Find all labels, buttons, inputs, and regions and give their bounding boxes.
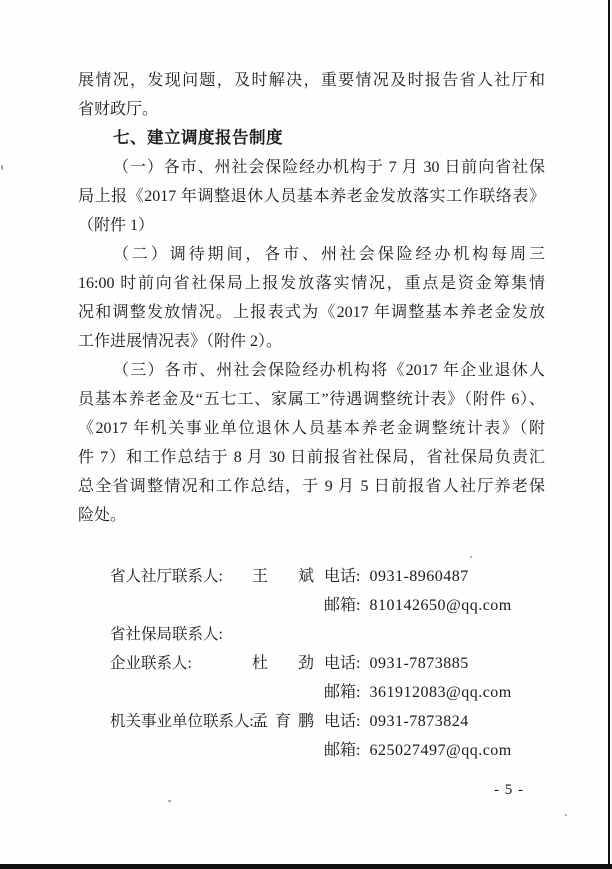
contact-name [252,620,314,649]
contact-field [314,678,550,707]
scan-speck [565,814,567,816]
body-line: 省财政厅。 [78,101,159,118]
contact-row [110,707,550,736]
body-line: 件 7）和工作总结于 8 月 30 日前报省社保局，省社保局负责汇 [78,449,545,466]
contact-name [252,678,314,707]
contact-name [252,591,314,620]
contact-field [314,736,550,765]
body-line: 况和调整发放情况。上报表式为《2017 年调整基本养老金发放 [78,304,545,321]
contact-block [110,562,550,765]
body-line: 险处。 [78,507,127,524]
body-line: 《2017 年机关事业单位退休人员基本养老金调整统计表》（附 [78,420,545,437]
scan-speck [168,800,171,802]
contact-row [110,591,550,620]
section-heading: 七、建立调度报告制度 [113,129,283,147]
contact-name: 孟育鹏 [252,713,314,730]
contact-label: 机关事业单位联系人: [110,713,254,730]
contact-row [110,562,550,591]
contact-value: 0931-8960487 [369,568,469,585]
contact-value: 0931-7873885 [369,655,469,672]
contact-value: 810142650@qq.com [369,597,512,614]
body-line: （二）调待期间，各市、州社会保险经办机构每周三 [113,246,545,263]
contact-label: 企业联系人: [110,655,192,672]
contact-field-label: 邮箱: [324,597,361,614]
contact-field-label: 电话: [324,713,361,730]
scan-speck [1,165,3,170]
contact-field [314,707,550,736]
body-line: （一）各市、州社会保险经办机构于 7 月 30 日前向省社保 [113,159,545,176]
contact-name [252,736,314,765]
scan-speck [470,556,472,558]
contact-field-label: 电话: [324,655,361,672]
body-line: （三）各市、州社会保险经办机构将《2017 年企业退休人 [113,362,545,379]
body-line: （附件 1） [78,217,155,234]
contact-label [110,678,252,707]
contact-label: 省社保局联系人: [110,626,223,643]
contact-value: 361912083@qq.com [369,684,512,701]
scan-edge-right [608,0,610,869]
scan-edge-bottom [0,864,612,869]
contact-value: 625027497@qq.com [369,742,512,759]
body-line: 工作进展情况表》（附件 2）。 [78,333,283,350]
contact-value: 0931-7873824 [369,713,469,730]
contact-row [110,620,550,649]
body-line: 展情况，发现问题，及时解决，重要情况及时报告省人社厅和 [78,72,545,89]
contact-name: 杜 劲 [252,655,314,672]
contact-field [314,591,550,620]
body-line: 16:00 时前向省社保局上报发放落实情况，重点是资金筹集情 [78,275,545,292]
contact-field [314,562,550,591]
document-body [78,66,545,530]
contact-row [110,649,550,678]
body-line: 员基本养老金及“五七工、家属工”待遇调整统计表》（附件 6）、 [78,391,545,408]
contact-row [110,736,550,765]
contact-field-label: 邮箱: [324,742,361,759]
contact-label [110,591,252,620]
contact-field [314,620,550,649]
contact-row [110,678,550,707]
contact-field [314,649,550,678]
body-line: 局上报《2017 年调整退休人员基本养老金发放落实工作联络表》 [78,188,545,205]
page-number: - 5 - [494,782,524,798]
body-line: 总全省调整情况和工作总结，于 9 月 5 日前报省人社厅养老保 [78,478,545,495]
contact-label [110,736,252,765]
contact-name: 王 斌 [252,568,314,585]
contact-label: 省人社厅联系人: [110,568,223,585]
contact-field-label: 邮箱: [324,684,361,701]
contact-field-label: 电话: [324,568,361,585]
